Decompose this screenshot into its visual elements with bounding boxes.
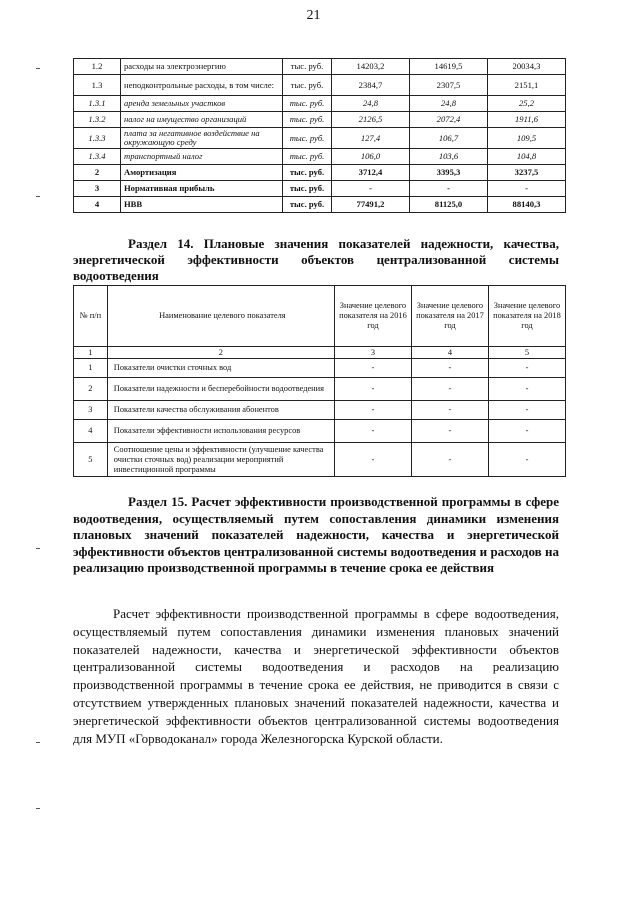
- row-number: 1.3.1: [74, 96, 121, 112]
- row-value-3: -: [488, 181, 566, 197]
- row-name: Нормативная прибыль: [121, 181, 283, 197]
- row-number: 1.3.3: [74, 128, 121, 149]
- target-row: [74, 378, 566, 401]
- margin-mark: [36, 68, 40, 69]
- target-value-2016: -: [334, 443, 411, 477]
- target-row: [74, 359, 566, 378]
- row-value-3: 25,2: [488, 96, 566, 112]
- row-value-3: 2151,1: [488, 75, 566, 96]
- row-value-1: 2384,7: [332, 75, 410, 96]
- row-name: налог на имущество организаций: [121, 112, 283, 128]
- row-name: Амортизация: [121, 165, 283, 181]
- body-paragraph: Расчет эффективности производственной программы в сфере водоотведения, осуществляемый путем сопоставления динамики изменения плановых значений показателей надежности, качества и энергетической эффективности объектов централизованной системы водоотведения и расходов на реализацию производственной программы в течение срока ее действия, не приводится в связи с отсутствием утвержденных плановых значений показателей надежности, качества и энергетической эффективности объектов централизованной системы водоотведения для МУП «Горводоканал» города Железногорска Курской области.: [73, 606, 559, 746]
- row-name: НВВ: [121, 197, 283, 213]
- row-value-2: 2072,4: [410, 112, 488, 128]
- margin-mark: [36, 808, 40, 809]
- column-numbers-row: [74, 347, 566, 359]
- row-name: неподконтрольные расходы, в том числе:: [121, 75, 283, 96]
- margin-mark: [36, 196, 40, 197]
- target-value-2017: -: [411, 443, 488, 477]
- row-unit: тыс. руб.: [283, 112, 332, 128]
- row-value-2: 14619,5: [410, 59, 488, 75]
- row-value-3: 104,8: [488, 149, 566, 165]
- header-num: № п/п: [74, 286, 108, 347]
- column-number: 5: [488, 347, 565, 359]
- target-value-2016: -: [334, 378, 411, 401]
- row-value-3: 3237,5: [488, 165, 566, 181]
- row-value-1: 106,0: [332, 149, 410, 165]
- row-value-1: 14203,2: [332, 59, 410, 75]
- column-number: 4: [411, 347, 488, 359]
- row-value-2: 103,6: [410, 149, 488, 165]
- row-unit: тыс. руб.: [283, 149, 332, 165]
- target-row: [74, 420, 566, 443]
- row-unit: тыс. руб.: [283, 75, 332, 96]
- row-value-2: 24,8: [410, 96, 488, 112]
- row-unit: тыс. руб.: [283, 181, 332, 197]
- column-number: 3: [334, 347, 411, 359]
- targets-table-header: [74, 286, 566, 347]
- finance-table: [73, 58, 566, 213]
- row-value-1: 3712,4: [332, 165, 410, 181]
- row-value-3: 1911,6: [488, 112, 566, 128]
- target-number: 1: [74, 359, 108, 378]
- margin-mark: [36, 742, 40, 743]
- row-number: 1.3.4: [74, 149, 121, 165]
- target-value-2017: -: [411, 420, 488, 443]
- row-name: транспортный налог: [121, 149, 283, 165]
- row-number: 1.3.2: [74, 112, 121, 128]
- target-name: Показатели очистки сточных вод: [107, 359, 334, 378]
- finance-row: [74, 112, 566, 128]
- target-value-2017: -: [411, 359, 488, 378]
- row-number: 3: [74, 181, 121, 197]
- row-unit: тыс. руб.: [283, 96, 332, 112]
- row-value-1: 2126,5: [332, 112, 410, 128]
- target-number: 2: [74, 378, 108, 401]
- row-value-3: 88140,3: [488, 197, 566, 213]
- page-number: 21: [306, 8, 321, 23]
- row-value-2: 106,7: [410, 128, 488, 149]
- target-value-2018: -: [488, 378, 565, 401]
- row-value-1: 127,4: [332, 128, 410, 149]
- row-value-2: 2307,5: [410, 75, 488, 96]
- header-2017: Значение целевого показателя на 2017 год: [411, 286, 488, 347]
- target-name: Соотношение цены и эффективности (улучшение качества очистки сточных вод) реализации мероприятий инвестиционной программы: [107, 443, 334, 477]
- target-number: 3: [74, 401, 108, 420]
- target-row: [74, 443, 566, 477]
- target-row: [74, 401, 566, 420]
- target-value-2018: -: [488, 443, 565, 477]
- finance-row: [74, 128, 566, 149]
- section-15-title: [73, 494, 559, 577]
- row-value-2: 81125,0: [410, 197, 488, 213]
- row-value-1: 77491,2: [332, 197, 410, 213]
- target-name: Показатели качества обслуживания абонентов: [107, 401, 334, 420]
- finance-row: [74, 75, 566, 96]
- row-number: 1.3: [74, 75, 121, 96]
- target-name: Показатели эффективности использования ресурсов: [107, 420, 334, 443]
- row-value-2: 3395,3: [410, 165, 488, 181]
- target-value-2018: -: [488, 401, 565, 420]
- finance-row: [74, 96, 566, 112]
- section-15-title-rest: сфере водоотведения, осуществляемый путем сопоставления динамики изменения плановых значений показателей надежности, качества и энергетической эффективности объектов централизованной системы водоотведения и расходов на реализацию производственной программы в течение срока ее действия: [73, 494, 559, 575]
- row-number: 2: [74, 165, 121, 181]
- row-number: 4: [74, 197, 121, 213]
- row-value-1: -: [332, 181, 410, 197]
- finance-row: [74, 59, 566, 75]
- target-value-2016: -: [334, 420, 411, 443]
- section-14-title: [73, 236, 559, 284]
- finance-row: [74, 149, 566, 165]
- section-15-title-lead: Раздел 15. Расчет эффективности производственной программы в: [128, 494, 522, 509]
- header-2016: Значение целевого показателя на 2016 год: [334, 286, 411, 347]
- row-unit: тыс. руб.: [283, 197, 332, 213]
- target-number: 5: [74, 443, 108, 477]
- row-name: плата за негативное воздействие на окружающую среду: [121, 128, 283, 149]
- margin-mark: [36, 548, 40, 549]
- target-number: 4: [74, 420, 108, 443]
- row-unit: тыс. руб.: [283, 128, 332, 149]
- row-value-2: -: [410, 181, 488, 197]
- target-name: Показатели надежности и бесперебойности водоотведения: [107, 378, 334, 401]
- row-name: аренда земельных участков: [121, 96, 283, 112]
- target-value-2017: -: [411, 378, 488, 401]
- target-value-2016: -: [334, 359, 411, 378]
- target-value-2018: -: [488, 420, 565, 443]
- finance-row: [74, 181, 566, 197]
- column-number: 1: [74, 347, 108, 359]
- target-value-2016: -: [334, 401, 411, 420]
- target-value-2018: -: [488, 359, 565, 378]
- row-value-3: 109,5: [488, 128, 566, 149]
- row-unit: тыс. руб.: [283, 165, 332, 181]
- row-value-1: 24,8: [332, 96, 410, 112]
- row-value-3: 20034,3: [488, 59, 566, 75]
- header-name: Наименование целевого показателя: [107, 286, 334, 347]
- row-unit: тыс. руб.: [283, 59, 332, 75]
- section-14-title-rest: энергетической эффективности объектов централизованной системы водоотведения: [73, 252, 559, 283]
- target-value-2017: -: [411, 401, 488, 420]
- header-2018: Значение целевого показателя на 2018 год: [488, 286, 565, 347]
- finance-row: [74, 197, 566, 213]
- column-number: 2: [107, 347, 334, 359]
- section-14-title-lead: Раздел 14. Плановые значения показателей надежности, качества,: [128, 236, 559, 251]
- row-name: расходы на электроэнергию: [121, 59, 283, 75]
- finance-row: [74, 165, 566, 181]
- row-number: 1.2: [74, 59, 121, 75]
- targets-table: [73, 285, 566, 477]
